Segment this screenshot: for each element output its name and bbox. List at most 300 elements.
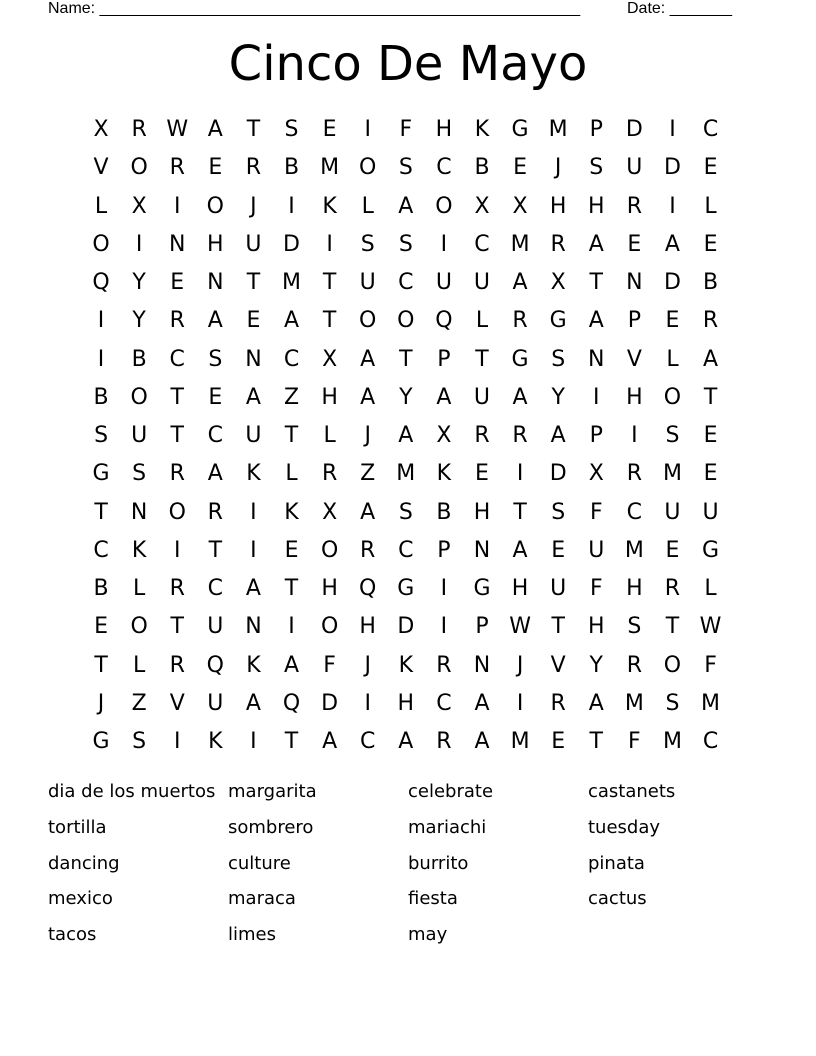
- grid-letter: M: [548, 117, 568, 142]
- grid-letter: M: [662, 729, 682, 754]
- grid-letter: L: [133, 576, 146, 601]
- grid-letter: C: [702, 729, 719, 754]
- word-bank-item: cactus: [588, 888, 647, 910]
- grid-letter: L: [666, 346, 679, 372]
- grid-letter: G: [92, 461, 110, 487]
- grid-letter: I: [288, 193, 295, 219]
- grid-letter: Q: [435, 308, 453, 334]
- grid-letter: V: [93, 155, 109, 181]
- grid-letter: O: [435, 193, 453, 219]
- grid-letter: S: [551, 346, 566, 372]
- grid-letter: L: [285, 461, 298, 487]
- grid-letter: R: [169, 652, 185, 678]
- grid-letter: U: [245, 231, 262, 257]
- grid-letter: I: [135, 231, 143, 257]
- grid-letter: K: [246, 652, 261, 678]
- grid-letter: H: [587, 614, 605, 640]
- grid-letter: A: [283, 652, 300, 678]
- grid-letter: E: [322, 117, 337, 142]
- grid-letter: I: [250, 729, 257, 754]
- grid-letter: A: [474, 690, 490, 716]
- grid-letter: T: [665, 614, 680, 640]
- grid-letter: D: [663, 155, 681, 181]
- grid-letter: I: [440, 614, 448, 640]
- grid-letter: R: [169, 155, 185, 181]
- grid-letter: F: [589, 499, 603, 525]
- grid-letter: A: [207, 461, 223, 487]
- grid-letter: O: [397, 308, 415, 334]
- grid-letter: L: [133, 652, 146, 678]
- grid-letter: R: [360, 537, 376, 563]
- grid-letter: L: [94, 193, 108, 219]
- grid-letter: R: [664, 576, 681, 601]
- grid-letter: A: [322, 729, 338, 754]
- grid-letter: K: [398, 652, 414, 678]
- grid-letter: F: [704, 652, 717, 678]
- grid-letter: I: [364, 690, 371, 716]
- grid-letter: S: [665, 423, 680, 448]
- grid-letter: L: [323, 423, 336, 448]
- grid-letter: I: [669, 193, 676, 219]
- page-title: Cinco De Mayo: [228, 36, 588, 92]
- grid-letter: I: [173, 193, 181, 219]
- grid-letter: A: [360, 499, 376, 525]
- grid-letter: E: [208, 155, 223, 181]
- grid-letter: T: [703, 384, 718, 410]
- grid-letter: A: [360, 346, 376, 372]
- grid-letter: C: [207, 423, 224, 448]
- grid-letter: A: [245, 384, 261, 410]
- grid-letter: G: [92, 729, 110, 754]
- grid-letter: Y: [132, 308, 146, 334]
- grid-letter: I: [97, 346, 105, 372]
- grid-letter: A: [703, 346, 719, 372]
- grid-letter: U: [550, 576, 567, 601]
- word-bank-item: margarita: [228, 781, 317, 802]
- grid-letter: S: [627, 614, 642, 640]
- grid-letter: U: [245, 423, 262, 448]
- grid-letter: T: [589, 270, 603, 295]
- grid-letter: R: [626, 652, 642, 678]
- grid-letter: J: [364, 652, 371, 678]
- grid-letter: M: [282, 270, 301, 295]
- word-bank-item: culture: [228, 852, 291, 874]
- grid-letter: A: [664, 231, 680, 257]
- grid-letter: J: [250, 193, 257, 219]
- grid-letter: U: [207, 614, 224, 640]
- grid-letter: R: [436, 652, 452, 678]
- grid-letter: K: [208, 729, 223, 754]
- grid-letter: Y: [551, 384, 565, 410]
- grid-letter: R: [436, 729, 452, 754]
- grid-letter: A: [512, 384, 528, 410]
- grid-letter: T: [513, 499, 527, 525]
- grid-letter: X: [550, 270, 566, 295]
- grid-letter: O: [130, 384, 148, 410]
- grid-letter: L: [475, 308, 489, 334]
- grid-letter: Q: [92, 270, 110, 295]
- grid-letter: B: [703, 270, 719, 295]
- grid-letter: C: [436, 690, 452, 716]
- grid-letter: S: [398, 499, 413, 525]
- name-field-label: Name: ______________________________________________________: [48, 0, 581, 17]
- grid-letter: S: [589, 155, 604, 181]
- word-bank-item: castanets: [588, 781, 676, 802]
- grid-letter: U: [588, 537, 605, 563]
- grid-letter: X: [474, 193, 490, 219]
- grid-letter: R: [245, 155, 262, 181]
- word-bank: [48, 776, 768, 955]
- grid-letter: O: [663, 652, 682, 678]
- grid-letter: I: [516, 461, 524, 487]
- grid-letter: A: [436, 384, 452, 410]
- grid-letter: K: [131, 537, 147, 563]
- grid-letter: R: [207, 499, 223, 525]
- word-bank-item: dancing: [48, 852, 120, 874]
- grid-letter: C: [360, 729, 376, 754]
- word-bank-item: limes: [228, 924, 276, 946]
- grid-letter: K: [246, 461, 261, 487]
- grid-letter: I: [440, 231, 448, 257]
- word-bank-item: burrito: [408, 852, 469, 874]
- grid-letter: U: [473, 270, 491, 295]
- grid-letter: I: [440, 576, 448, 601]
- grid-letter: H: [473, 499, 491, 525]
- grid-letter: B: [436, 499, 452, 525]
- grid-letter: M: [510, 231, 530, 257]
- grid-letter: D: [663, 270, 681, 295]
- grid-letter: G: [549, 308, 567, 334]
- grid-letter: T: [551, 614, 565, 640]
- grid-letter: O: [663, 384, 682, 410]
- grid-letter: A: [512, 270, 528, 295]
- grid-letter: R: [550, 690, 566, 716]
- word-search-grid: [82, 111, 730, 761]
- grid-letter: A: [550, 423, 566, 448]
- grid-letter: I: [631, 423, 638, 448]
- grid-letter: F: [399, 117, 413, 142]
- grid-letter: S: [132, 729, 147, 754]
- grid-letter: R: [169, 308, 185, 334]
- grid-letter: T: [399, 346, 413, 372]
- grid-letter: P: [437, 346, 451, 372]
- grid-letter: O: [359, 308, 377, 334]
- grid-letter: O: [206, 193, 224, 219]
- grid-letter: S: [360, 231, 375, 257]
- grid-letter: I: [173, 729, 181, 754]
- grid-letter: R: [626, 193, 642, 219]
- grid-letter: A: [398, 423, 414, 448]
- grid-letter: R: [512, 308, 528, 334]
- grid-letter: A: [512, 537, 528, 563]
- grid-letter: Q: [282, 690, 301, 716]
- grid-letter: L: [361, 193, 374, 219]
- grid-letter: O: [320, 537, 339, 563]
- grid-letter: H: [549, 193, 567, 219]
- grid-letter: L: [704, 576, 717, 601]
- grid-letter: V: [169, 690, 185, 716]
- grid-letter: A: [207, 308, 223, 334]
- grid-letter: Z: [131, 690, 147, 716]
- grid-letter: M: [320, 155, 340, 181]
- grid-letter: T: [322, 308, 337, 334]
- grid-letter: X: [322, 499, 338, 525]
- grid-letter: I: [250, 537, 257, 563]
- grid-letter: Z: [283, 384, 300, 410]
- grid-letter: I: [250, 499, 257, 525]
- grid-letter: T: [475, 346, 489, 372]
- grid-letter: X: [131, 193, 147, 219]
- grid-letter: E: [513, 155, 528, 181]
- grid-letter: P: [589, 423, 603, 448]
- grid-letter: F: [589, 576, 603, 601]
- word-bank-item: mariachi: [408, 816, 487, 838]
- grid-letter: K: [474, 117, 490, 142]
- grid-letter: I: [288, 614, 295, 640]
- grid-letter: I: [669, 117, 676, 142]
- grid-letter: C: [283, 346, 300, 372]
- grid-letter: R: [169, 576, 185, 601]
- grid-letter: N: [169, 231, 186, 257]
- grid-letter: T: [589, 729, 603, 754]
- grid-letter: E: [246, 308, 261, 334]
- grid-letter: J: [97, 690, 105, 716]
- grid-letter: H: [321, 576, 338, 601]
- grid-letter: A: [207, 117, 223, 142]
- grid-letter: E: [284, 537, 299, 563]
- grid-letter: B: [474, 155, 490, 181]
- grid-letter: U: [664, 499, 681, 525]
- grid-letter: N: [588, 346, 605, 372]
- grid-letter: N: [473, 652, 491, 678]
- grid-letter: U: [131, 423, 148, 448]
- grid-letter: A: [588, 690, 604, 716]
- grid-letter: E: [551, 537, 566, 563]
- grid-letter: S: [665, 690, 680, 716]
- grid-letter: Y: [399, 384, 413, 410]
- grid-letter: T: [170, 614, 184, 640]
- grid-letter: T: [246, 270, 261, 295]
- grid-letter: I: [593, 384, 600, 410]
- grid-letter: B: [131, 346, 147, 372]
- grid-letter: H: [207, 231, 224, 257]
- grid-letter: E: [94, 614, 108, 640]
- grid-letter: K: [284, 499, 299, 525]
- grid-letter: C: [702, 117, 719, 142]
- grid-letter: U: [435, 270, 452, 295]
- grid-letter: I: [364, 117, 371, 142]
- grid-letter: J: [516, 652, 524, 678]
- grid-letter: A: [474, 729, 490, 754]
- grid-letter: E: [665, 308, 680, 334]
- grid-letter: E: [665, 537, 680, 563]
- grid-letter: O: [320, 614, 339, 640]
- word-bank-item: tortilla: [48, 816, 107, 838]
- word-bank-item: mexico: [48, 888, 113, 910]
- grid-letter: P: [589, 117, 603, 142]
- grid-letter: R: [702, 308, 719, 334]
- grid-letter: H: [626, 384, 643, 410]
- grid-letter: A: [283, 308, 300, 334]
- grid-letter: S: [284, 117, 299, 142]
- grid-letter: C: [398, 537, 414, 563]
- grid-letter: R: [474, 423, 490, 448]
- grid-letter: S: [94, 423, 109, 448]
- word-bank-item: maraca: [228, 888, 296, 910]
- grid-letter: A: [398, 193, 414, 219]
- grid-letter: X: [588, 461, 604, 487]
- grid-letter: G: [702, 537, 720, 563]
- grid-letter: D: [283, 231, 300, 257]
- date-field-label: Date: _______: [627, 0, 732, 17]
- grid-letter: T: [284, 423, 299, 448]
- grid-letter: I: [516, 690, 524, 716]
- grid-letter: X: [512, 193, 528, 219]
- grid-letter: H: [397, 690, 415, 716]
- grid-letter: D: [321, 690, 339, 716]
- grid-letter: T: [170, 423, 184, 448]
- grid-letter: N: [245, 346, 262, 372]
- grid-letter: L: [704, 193, 717, 219]
- grid-letter: T: [246, 117, 261, 142]
- grid-letter: S: [551, 499, 566, 525]
- word-bank-item: sombrero: [228, 816, 314, 838]
- grid-letter: N: [130, 499, 148, 525]
- grid-letter: H: [435, 117, 453, 142]
- word-bank-item: pinata: [588, 852, 645, 874]
- grid-letter: W: [699, 614, 722, 640]
- grid-letter: X: [436, 423, 452, 448]
- grid-letter: U: [473, 384, 491, 410]
- grid-letter: E: [703, 231, 718, 257]
- grid-letter: N: [245, 614, 262, 640]
- grid-letter: K: [322, 193, 337, 219]
- grid-letter: T: [208, 537, 223, 563]
- grid-letter: T: [94, 652, 108, 678]
- grid-letter: J: [364, 423, 371, 448]
- grid-letter: C: [169, 346, 185, 372]
- grid-letter: F: [628, 729, 641, 754]
- grid-letter: O: [168, 499, 186, 525]
- grid-letter: X: [322, 346, 338, 372]
- grid-letter: E: [703, 423, 718, 448]
- grid-letter: O: [92, 231, 110, 257]
- word-bank-item: celebrate: [408, 781, 494, 802]
- grid-letter: G: [397, 576, 415, 601]
- grid-letter: O: [359, 155, 377, 181]
- grid-letter: C: [93, 537, 109, 563]
- word-bank-item: fiesta: [408, 888, 458, 910]
- grid-letter: H: [511, 576, 529, 601]
- word-bank-item: tacos: [48, 924, 97, 946]
- grid-letter: E: [551, 729, 566, 754]
- grid-letter: P: [627, 308, 641, 334]
- grid-letter: M: [396, 461, 416, 487]
- grid-letter: B: [283, 155, 300, 181]
- grid-letter: U: [359, 270, 376, 295]
- grid-letter: B: [93, 384, 109, 410]
- grid-letter: U: [702, 499, 719, 525]
- word-bank-item: may: [408, 924, 448, 946]
- grid-letter: N: [207, 270, 224, 295]
- grid-letter: A: [588, 231, 604, 257]
- grid-letter: R: [131, 117, 147, 142]
- grid-letter: E: [627, 231, 642, 257]
- grid-letter: E: [170, 270, 185, 295]
- grid-letter: O: [130, 155, 148, 181]
- grid-letter: C: [474, 231, 490, 257]
- grid-letter: Y: [132, 270, 146, 295]
- grid-letter: I: [326, 231, 333, 257]
- grid-letter: M: [701, 690, 721, 716]
- grid-letter: A: [245, 690, 261, 716]
- grid-letter: S: [398, 231, 413, 257]
- grid-letter: I: [173, 537, 181, 563]
- grid-letter: E: [475, 461, 489, 487]
- grid-letter: T: [284, 576, 299, 601]
- grid-letter: V: [626, 346, 642, 372]
- word-bank-item: tuesday: [588, 816, 661, 838]
- grid-letter: T: [94, 499, 108, 525]
- grid-letter: T: [322, 270, 337, 295]
- grid-letter: N: [473, 537, 491, 563]
- grid-letter: Q: [359, 576, 377, 601]
- grid-letter: Q: [206, 652, 224, 678]
- grid-letter: W: [166, 117, 189, 142]
- grid-letter: W: [509, 614, 531, 640]
- grid-letter: D: [625, 117, 643, 142]
- grid-letter: F: [323, 652, 336, 678]
- grid-letter: S: [398, 155, 413, 181]
- grid-letter: U: [626, 155, 643, 181]
- grid-letter: R: [169, 461, 185, 487]
- grid-letter: H: [587, 193, 605, 219]
- grid-letter: E: [703, 461, 718, 487]
- grid-letter: S: [208, 346, 223, 372]
- grid-letter: A: [588, 308, 604, 334]
- word-bank-item: dia de los muertos: [48, 781, 216, 802]
- grid-letter: P: [475, 614, 489, 640]
- grid-letter: M: [624, 690, 644, 716]
- grid-letter: R: [550, 231, 566, 257]
- grid-letter: J: [554, 155, 562, 181]
- grid-letter: K: [436, 461, 452, 487]
- grid-letter: H: [359, 614, 376, 640]
- grid-letter: M: [662, 461, 682, 487]
- grid-letter: S: [132, 461, 147, 487]
- grid-letter: T: [284, 729, 299, 754]
- grid-letter: C: [626, 499, 643, 525]
- grid-letter: U: [207, 690, 224, 716]
- grid-letter: Y: [589, 652, 603, 678]
- grid-letter: O: [130, 614, 148, 640]
- grid-letter: M: [510, 729, 530, 754]
- grid-letter: P: [437, 537, 451, 563]
- grid-letter: M: [624, 537, 644, 563]
- grid-letter: C: [436, 155, 452, 181]
- grid-letter: H: [626, 576, 643, 601]
- grid-letter: R: [626, 461, 642, 487]
- grid-letter: D: [397, 614, 415, 640]
- grid-letter: B: [93, 576, 109, 601]
- grid-letter: A: [360, 384, 376, 410]
- grid-letter: I: [97, 308, 105, 334]
- grid-letter: A: [245, 576, 261, 601]
- grid-letter: D: [549, 461, 567, 487]
- grid-letter: C: [398, 270, 414, 295]
- grid-letter: G: [473, 576, 491, 601]
- grid-letter: V: [550, 652, 566, 678]
